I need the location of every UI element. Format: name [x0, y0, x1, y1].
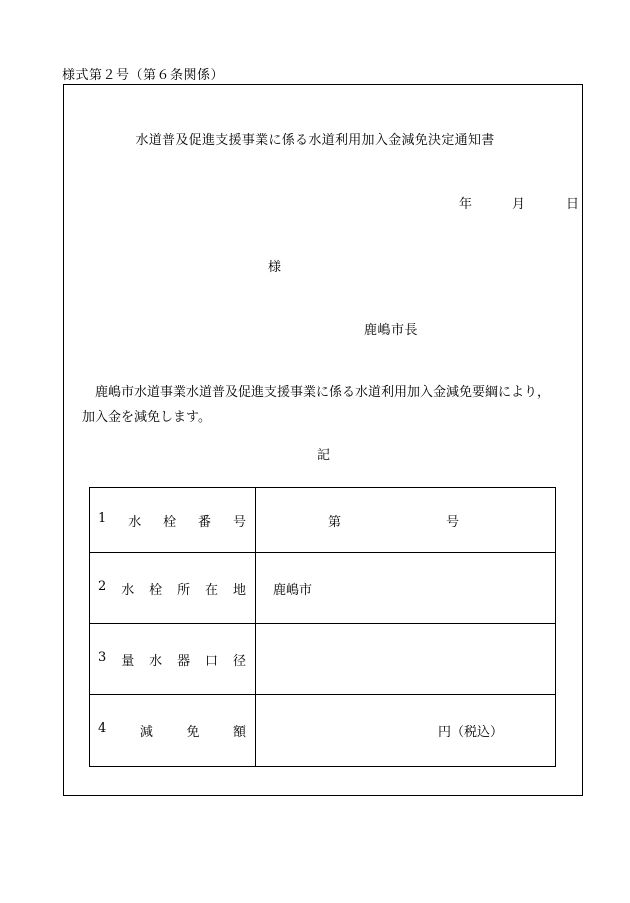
- value-cell-meter-diameter: [256, 624, 556, 695]
- body-text: [82, 380, 562, 430]
- label-char: 栓: [149, 582, 163, 598]
- ki-heading: 記: [317, 448, 331, 463]
- document-title: 水道普及促進支援事業に係る水道利用加入金減免決定通知書: [135, 133, 495, 148]
- date-month: 月: [512, 197, 526, 212]
- value-cell-hydrant-location: [256, 553, 556, 624]
- label-char: 1: [98, 510, 107, 526]
- date-day: 日: [566, 197, 580, 212]
- table-row: [90, 488, 556, 553]
- value-cell-hydrant-number: [256, 488, 556, 553]
- table-row: [90, 624, 556, 695]
- label-char: 水: [121, 582, 135, 598]
- label-char: 3: [98, 649, 107, 665]
- label-char: 器: [177, 653, 191, 669]
- value-part: 第: [328, 514, 342, 530]
- label-cell: [90, 624, 256, 695]
- table-row: [90, 695, 556, 767]
- sender-name: 鹿嶋市長: [364, 323, 419, 338]
- label-cell: [90, 695, 256, 767]
- label-char: 地: [232, 582, 246, 598]
- table-row: [90, 553, 556, 624]
- label-char: 所: [177, 582, 191, 598]
- body-line-1: 鹿嶋市水道事業水道普及促進支援事業に係る水道利用加入金減免要綱により，: [95, 385, 551, 400]
- label-char: 減: [139, 725, 153, 740]
- label-char: 水: [128, 514, 142, 530]
- label-char: 2: [98, 578, 107, 594]
- label-char: 号: [232, 514, 246, 530]
- items-table: [89, 487, 556, 767]
- addressee-suffix: 様: [268, 260, 282, 275]
- label-char: 水: [149, 653, 163, 669]
- label-cell: [90, 553, 256, 624]
- label-char: 在: [205, 582, 219, 598]
- label-char: 番: [198, 514, 212, 530]
- label-char: 口: [205, 653, 219, 669]
- label-char: 額: [232, 725, 246, 740]
- form-number-label: 様式第２号（第６条関係）: [62, 68, 225, 83]
- value-part: 号: [445, 514, 459, 530]
- label-char: 径: [232, 653, 246, 669]
- label-char: 免: [186, 725, 200, 740]
- date-year: 年: [459, 197, 473, 212]
- value-text: 鹿嶋市: [273, 582, 313, 598]
- value-cell-exemption-amount: [256, 695, 556, 767]
- label-char: 栓: [163, 514, 177, 530]
- label-cell: [90, 488, 256, 553]
- label-char: 4: [98, 721, 107, 736]
- body-line-2: 加入金を減免します。: [82, 410, 211, 425]
- value-text: 円（税込）: [437, 725, 503, 740]
- label-char: 量: [121, 653, 135, 669]
